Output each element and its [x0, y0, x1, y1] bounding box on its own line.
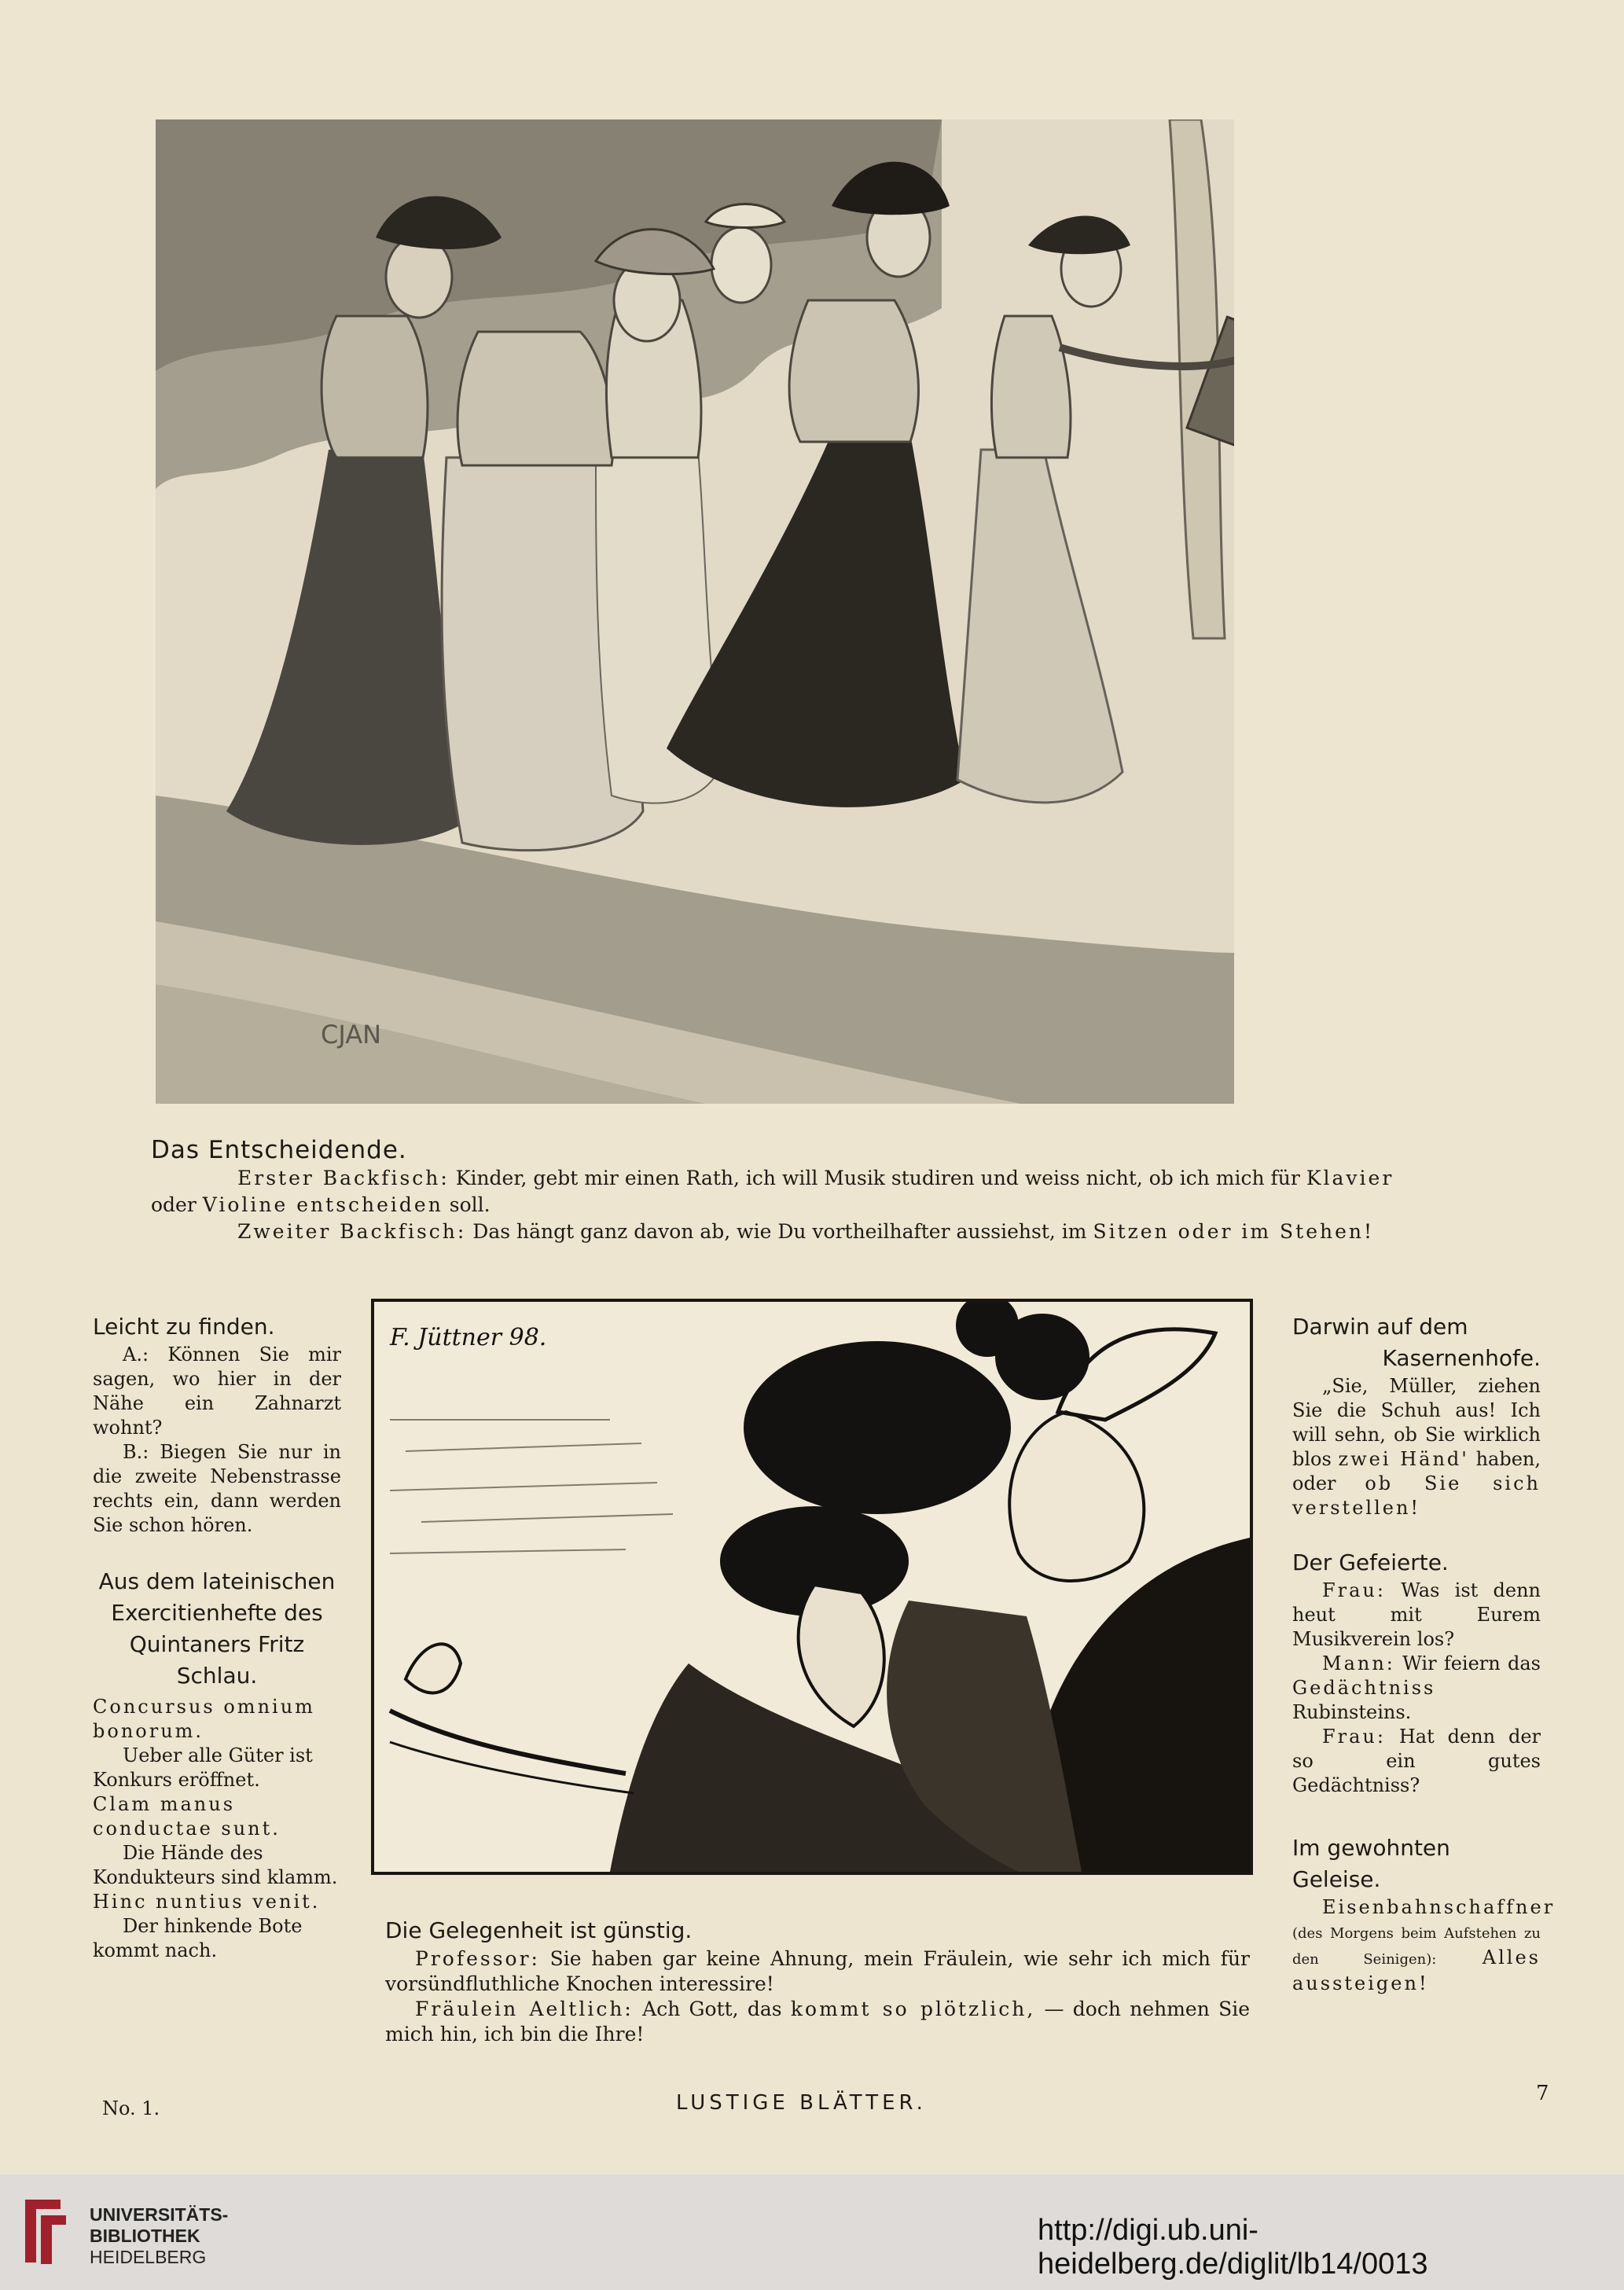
- heading-line-3: Quintaners Fritz Schlau.: [129, 1631, 305, 1689]
- speaker-professor: Professor:: [415, 1947, 540, 1970]
- darwin-text-a: „Sie, Müller, ziehen Sie die Schuh aus! Ich will sehn, ob Sie wirklich blos: [1292, 1375, 1541, 1470]
- translation-2: Die Hände des Kondukteurs sind klamm.: [93, 1842, 338, 1888]
- stage-direction: (des Morgens beim Aufstehen zu den Seinigen):: [1292, 1925, 1541, 1968]
- dialog-fraeulein: [385, 1997, 1250, 2047]
- speaker-mann: Mann:: [1322, 1652, 1395, 1674]
- text-frau-1: Was ist denn heut mit Eurem Musikverein los?: [1292, 1579, 1541, 1650]
- top-caption-title: Das Entscheidende.: [151, 1136, 407, 1164]
- text-a: Können Sie mir sagen, wo hier in der Nähe ein Zahnarzt wohnt?: [93, 1343, 341, 1439]
- heading-gefeierte: Der Gefeierte.: [1292, 1549, 1449, 1575]
- top-illustration: [156, 119, 1234, 1104]
- speaker-second-girl: Zweiter Backfisch:: [237, 1220, 467, 1243]
- darwin-text: [1292, 1374, 1541, 1520]
- library-bar: [0, 2174, 1624, 2290]
- left-column: [93, 1311, 341, 1963]
- latin-1: Concursus omnium bonorum.: [93, 1696, 315, 1742]
- heading-line-1: Aus dem lateinischen: [98, 1568, 336, 1594]
- text-mann-a: Wir feiern das: [1402, 1652, 1541, 1674]
- dialog-frau-1: [1292, 1579, 1541, 1652]
- speaker-frau-1: Frau:: [1322, 1579, 1386, 1601]
- library-logo-icon: [17, 2192, 72, 2270]
- translation-3: Der hinkende Bote kommt nach.: [93, 1915, 303, 1961]
- dialog-schaffner: [1292, 1895, 1556, 1996]
- dialog-text-3: Das hängt ganz davon ab, wie Du vortheilhafter aussiehst, im: [472, 1220, 1087, 1243]
- dialog-line-3: [151, 1219, 1487, 1245]
- text-mann-c: Rubinsteins.: [1292, 1701, 1412, 1723]
- dialog-mann: [1292, 1652, 1541, 1725]
- heading-leicht-zu-finden: Leicht zu finden.: [93, 1314, 275, 1340]
- heading-line-2: Exercitienhefte des: [111, 1600, 323, 1626]
- speaker-a: A.:: [123, 1343, 149, 1366]
- text-frau-2: Hat denn der so ein gutes Gedächtniss?: [1292, 1726, 1541, 1796]
- text-professor: Sie haben gar keine Ahnung, mein Fräulein, wie sehr ich mich für vorsündfluthliche Knochen interessire!: [385, 1947, 1250, 1995]
- page-number: 7: [1536, 2082, 1549, 2105]
- dialog-text-2b: Violine entscheiden: [202, 1193, 443, 1216]
- logo-line-1: UNIVERSITÄTS-: [90, 2204, 229, 2225]
- professor-and-lady-drawing: [374, 1302, 1250, 1872]
- heading-geleise: Im gewohnten Geleise.: [1292, 1835, 1450, 1892]
- dialog-text-1: Kinder, gebt mir einen Rath, ich will Musik studiren und weiss nicht, ob ich mich für: [455, 1167, 1300, 1189]
- heading-lateinisch: [93, 1566, 341, 1692]
- dialog-frau-2: [1292, 1725, 1541, 1798]
- speaker-fraeulein: Fräulein Aeltlich:: [415, 1998, 634, 2020]
- translation-1: Ueber alle Güter ist Konkurs eröffnet.: [93, 1744, 313, 1791]
- heading-gelegenheit: Die Gelegenheit ist günstig.: [385, 1917, 693, 1943]
- logo-line-2: BIBLIOTHEK: [90, 2226, 200, 2246]
- text-fraeulein-b: kommt so plötzlich,: [790, 1998, 1036, 2020]
- text-fraeulein-a: Ach Gott, das: [642, 1998, 782, 2020]
- dialog-b: [93, 1440, 341, 1538]
- heading-darwin-l2: Kasernenhofe.: [1382, 1345, 1541, 1371]
- speaker-frau-2: Frau:: [1322, 1726, 1386, 1748]
- speaker-first-girl: Erster Backfisch:: [237, 1167, 450, 1189]
- dialog-professor: [385, 1946, 1250, 1997]
- logo-line-3: HEIDELBERG: [90, 2247, 207, 2267]
- dialog-a: [93, 1343, 341, 1440]
- library-logo-text: [90, 2204, 228, 2268]
- heading-darwin-l1: Darwin auf dem: [1292, 1314, 1468, 1340]
- top-illustration-signature: CJAN: [321, 1020, 382, 1049]
- dialog-text-1-end: Klavier: [1306, 1167, 1394, 1189]
- text-mann-b: Gedächtniss: [1292, 1677, 1436, 1699]
- middle-illustration-signature: F. Jüttner 98.: [390, 1324, 547, 1351]
- digital-library-link[interactable]: http://digi.ub.uni-heidelberg.de/diglit/lb14/0013: [1038, 2214, 1428, 2281]
- text-b: Biegen Sie nur in die zweite Nebenstrasse rechts ein, dann werden Sie schon hören.: [93, 1441, 341, 1536]
- speaker-b: B.:: [123, 1441, 149, 1463]
- dialog-line-1: [151, 1165, 1487, 1192]
- speaker-schaffner: Eisenbahnschaffner: [1322, 1896, 1556, 1918]
- issue-number: No. 1.: [102, 2097, 160, 2119]
- dialog-text-3-end: Sitzen oder im Stehen!: [1093, 1220, 1375, 1243]
- dialog-line-2: [151, 1192, 1487, 1219]
- right-column: [1292, 1311, 1556, 1996]
- middle-caption: [385, 1915, 1250, 2047]
- darwin-text-d: ob Sie sich verstellen!: [1292, 1472, 1541, 1519]
- darwin-text-c: haben, oder: [1292, 1448, 1541, 1494]
- magazine-title: LUSTIGE BLÄTTER.: [676, 2091, 927, 2115]
- latin-2: Clam manus conductae sunt.: [93, 1793, 281, 1840]
- dialog-text-2a: oder: [151, 1193, 197, 1216]
- latin-3: Hinc nuntius venit.: [93, 1891, 321, 1913]
- girls-walking-drawing: [156, 119, 1234, 1104]
- middle-illustration: [371, 1299, 1253, 1875]
- darwin-text-b: zwei Händ': [1338, 1448, 1469, 1470]
- dialog-text-2c: soll.: [449, 1193, 491, 1216]
- text-schaffner: Alles aussteigen!: [1292, 1946, 1541, 1994]
- top-caption-dialog: [151, 1165, 1487, 1245]
- text-fraeulein-c: — doch nehmen Sie mich hin, ich bin die Ihre!: [385, 1998, 1250, 2046]
